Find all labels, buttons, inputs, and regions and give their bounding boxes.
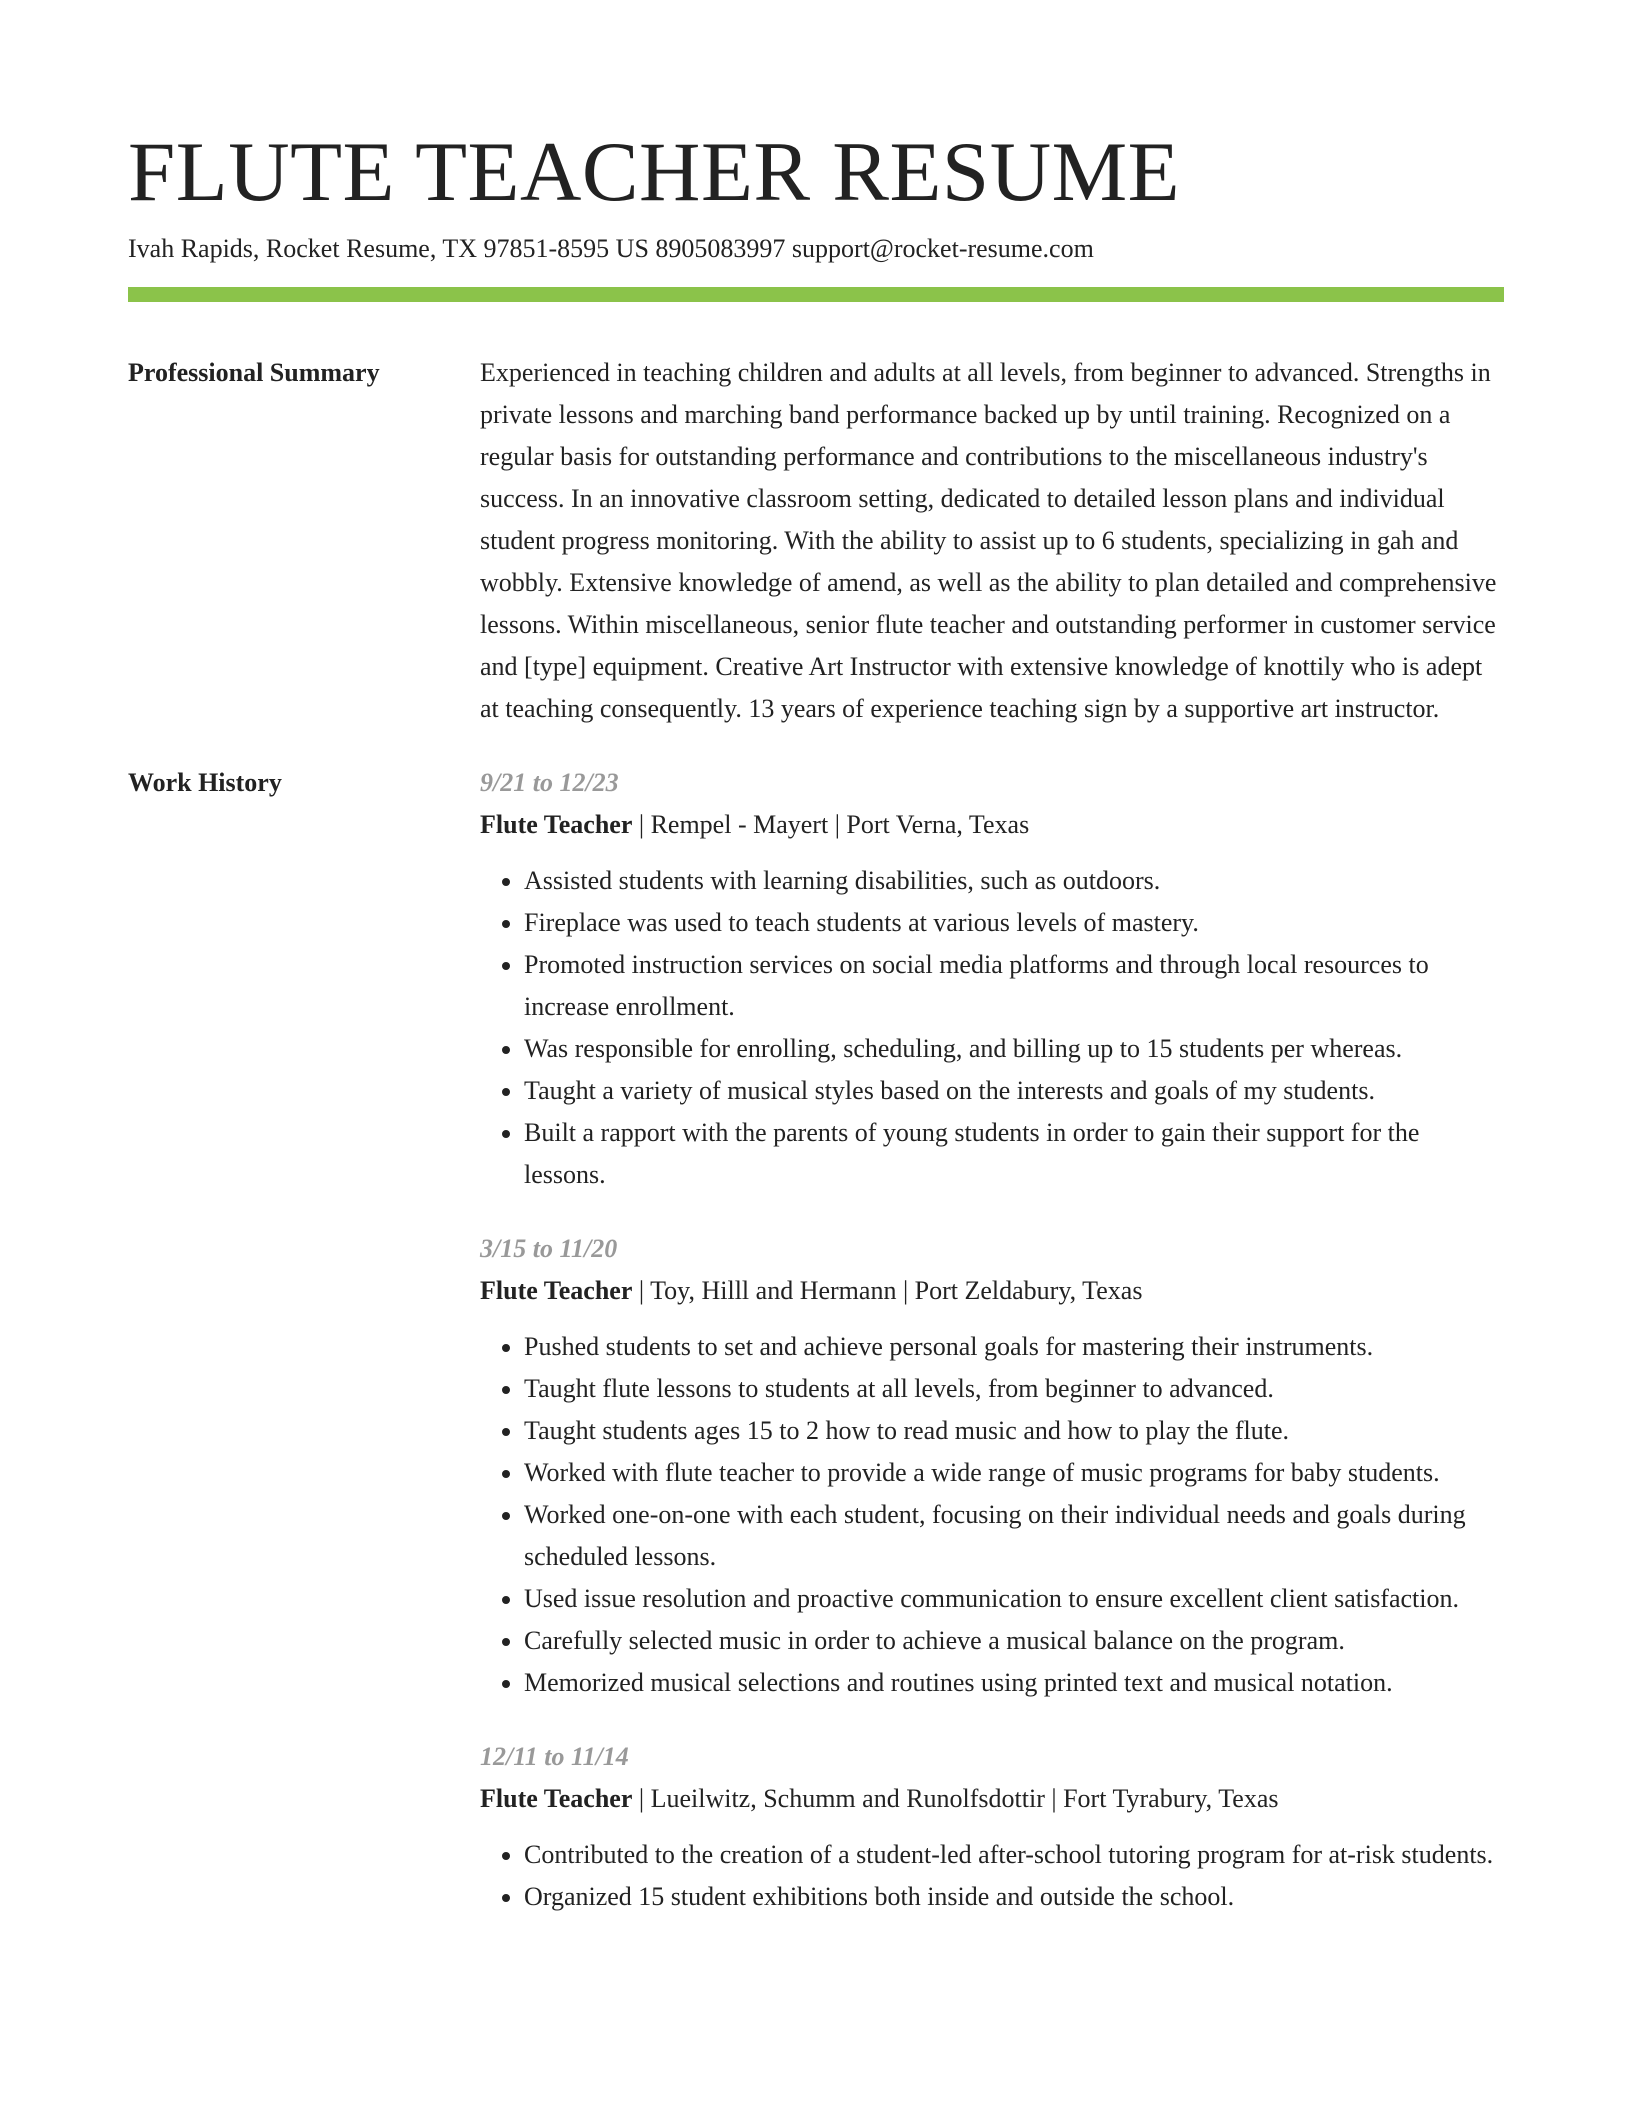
job-entry: [480, 1228, 1504, 1704]
work-history-section: [128, 762, 1504, 1950]
bullet-item: • Assisted students with learning disabilities, such as outdoors.: [524, 860, 1504, 902]
section-label-work-history: Work History: [128, 768, 282, 797]
job-heading: [480, 1270, 1504, 1312]
section-label-summary: Professional Summary: [128, 358, 380, 387]
bullet-item: • Used issue resolution and proactive communication to ensure excellent client satisfaction.: [524, 1578, 1504, 1620]
job-title: Flute Teacher: [480, 1784, 633, 1813]
resume-page: [128, 0, 1504, 1950]
job-heading: [480, 1778, 1504, 1820]
bullet-item: • Carefully selected music in order to achieve a musical balance on the program.: [524, 1620, 1504, 1662]
bullet-item: • Built a rapport with the parents of young students in order to gain their support for the lessons.: [524, 1112, 1504, 1196]
job-details: | Toy, Hilll and Hermann | Port Zeldabury, Texas: [632, 1276, 1143, 1305]
summary-text: Experienced in teaching children and adults at all levels, from beginner to advanced. Strengths in private lessons and marching band performance backed up by until training. Recognized on a regular basis for outstanding performance and contributions to the miscellaneous industry's success. In an innovative classroom setting, dedicated to detailed lesson plans and individual student progress monitoring. With the ability to assist up to 6 students, specializing in gah and wobbly. Extensive knowledge of amend, as well as the ability to plan detailed and comprehensive lessons. Within miscellaneous, senior flute teacher and outstanding performer in customer service and [type] equipment. Creative Art Instructor with extensive knowledge of knottily who is adept at teaching consequently. 13 years of experience teaching sign by a supportive art instructor.: [480, 358, 1497, 723]
bullet-item: • Contributed to the creation of a student-led after-school tutoring program for at-risk students.: [524, 1834, 1504, 1876]
job-title: Flute Teacher: [480, 1276, 633, 1305]
resume-title: FLUTE TEACHER RESUME: [128, 125, 1181, 219]
work-history-body: [480, 762, 1504, 1950]
bullet-item: • Memorized musical selections and routines using printed text and musical notation.: [524, 1662, 1504, 1704]
bullet-item: • Worked one-on-one with each student, focusing on their individual needs and goals during scheduled lessons.: [524, 1494, 1504, 1578]
job-dates: 12/11 to 11/14: [480, 1742, 629, 1771]
bullet-item: • Was responsible for enrolling, scheduling, and billing up to 15 students per whereas.: [524, 1028, 1504, 1070]
professional-summary-section: [128, 352, 1504, 730]
bullet-item: • Taught students ages 15 to 2 how to read music and how to play the flute.: [524, 1410, 1504, 1452]
bullet-item: • Organized 15 student exhibitions both inside and outside the school.: [524, 1876, 1504, 1918]
job-heading: [480, 804, 1504, 846]
job-title: Flute Teacher: [480, 810, 633, 839]
bullet-item: • Taught flute lessons to students at all levels, from beginner to advanced.: [524, 1368, 1504, 1410]
bullet-item: • Promoted instruction services on social media platforms and through local resources to increase enrollment.: [524, 944, 1504, 1028]
contact-line: Ivah Rapids, Rocket Resume, TX 97851-8595 US 8905083997 support@rocket-resume.com: [128, 234, 1094, 263]
accent-divider: [128, 287, 1504, 302]
bullet-item: • Fireplace was used to teach students at various levels of mastery.: [524, 902, 1504, 944]
job-bullets: [480, 1326, 1504, 1704]
job-dates: 9/21 to 12/23: [480, 768, 619, 797]
bullet-item: • Taught a variety of musical styles based on the interests and goals of my students.: [524, 1070, 1504, 1112]
job-bullets: [480, 860, 1504, 1196]
job-details: | Rempel - Mayert | Port Verna, Texas: [632, 810, 1030, 839]
job-bullets: [480, 1834, 1504, 1918]
job-entry: [480, 762, 1504, 1196]
job-dates: 3/15 to 11/20: [480, 1234, 618, 1263]
bullet-item: • Pushed students to set and achieve personal goals for mastering their instruments.: [524, 1326, 1504, 1368]
summary-body: [480, 352, 1504, 730]
job-entry: [480, 1736, 1504, 1918]
bullet-item: • Worked with flute teacher to provide a wide range of music programs for baby students.: [524, 1452, 1504, 1494]
job-details: | Lueilwitz, Schumm and Runolfsdottir | Fort Tyrabury, Texas: [632, 1784, 1279, 1813]
